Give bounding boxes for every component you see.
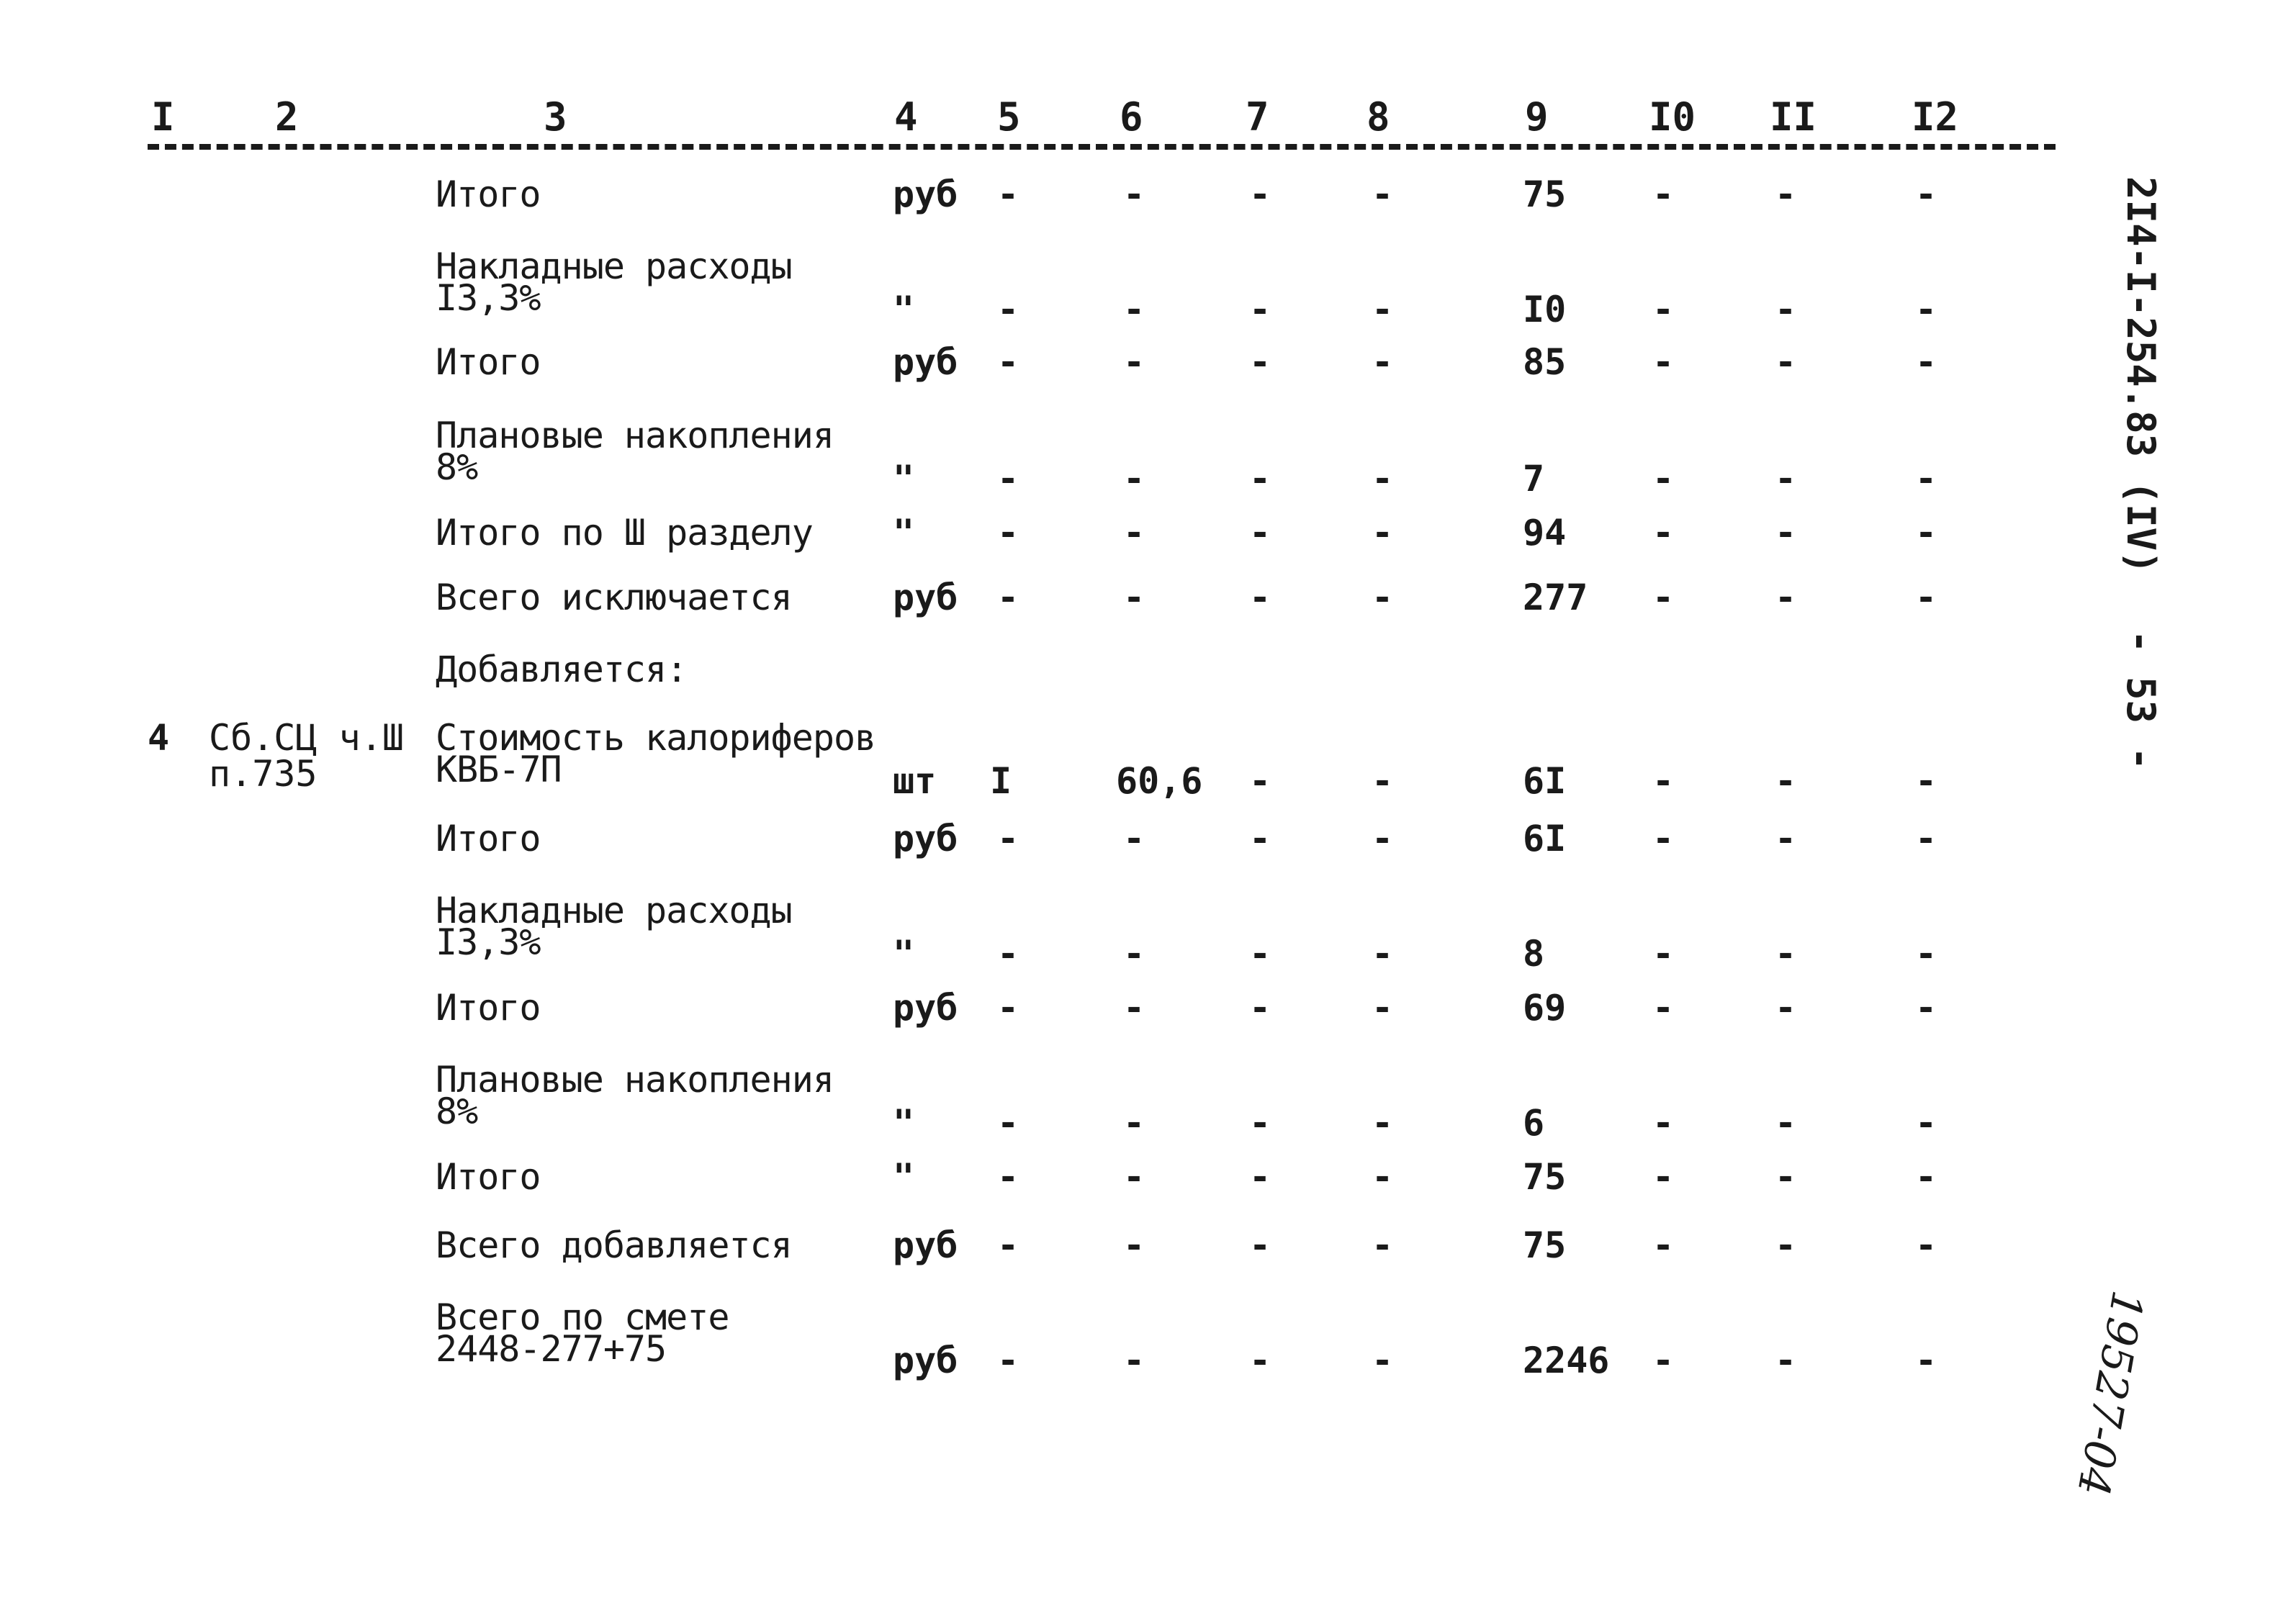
row-col-6: - <box>1123 341 1145 383</box>
row-col-5: - <box>997 1224 1019 1266</box>
row-col-9: 8 <box>1523 933 1545 975</box>
row-col-5: - <box>997 458 1019 500</box>
row-col-5: - <box>997 1340 1019 1381</box>
row-col-11: - <box>1775 987 1797 1029</box>
row-col-11: - <box>1775 289 1797 330</box>
row-col-7: - <box>1249 341 1271 383</box>
row-col-9: 85 <box>1523 341 1567 383</box>
row-col-8: - <box>1372 987 1394 1029</box>
row-col-6: - <box>1123 173 1145 215</box>
row-col-6: - <box>1123 458 1145 500</box>
row-description-line1: Всего по смете <box>436 1296 729 1338</box>
row-description-line1: Всего исключается <box>436 577 792 618</box>
row-col-5: - <box>997 818 1019 859</box>
row-col-7: - <box>1249 1340 1271 1381</box>
handwritten-number: 19527-04 <box>2067 1286 2153 1500</box>
row-col-6: - <box>1123 577 1145 618</box>
row-description-line1: Итого <box>436 173 541 215</box>
row-col-6: - <box>1123 933 1145 975</box>
row-description <box>436 173 541 215</box>
row-description-line1: Добавляется: <box>436 649 688 690</box>
row-col-6: - <box>1123 289 1145 330</box>
row-description-line1: Итого <box>436 1156 541 1198</box>
row-col-5: - <box>997 987 1019 1029</box>
row-col-6: - <box>1123 1340 1145 1381</box>
row-col-5: - <box>997 512 1019 554</box>
row-col-10: - <box>1652 173 1675 215</box>
row-col-8: - <box>1372 512 1394 554</box>
row-col-9: 7 <box>1523 458 1545 500</box>
row-col-5: - <box>997 1102 1019 1144</box>
row-col-9: I0 <box>1523 289 1567 330</box>
row-description-line1: Плановые накопления <box>436 415 834 456</box>
row-col-10: - <box>1652 933 1675 975</box>
row-col-8: - <box>1372 1340 1394 1381</box>
row-col-6: 60,6 <box>1116 760 1203 802</box>
row-col-6: - <box>1123 1156 1145 1198</box>
row-col-12: - <box>1915 1102 1937 1144</box>
row-description-line1: Итого <box>436 987 541 1029</box>
row-unit: " <box>893 512 915 554</box>
row-col-8: - <box>1372 1156 1394 1198</box>
row-col-8: - <box>1372 760 1394 802</box>
row-col-5: - <box>997 1156 1019 1198</box>
row-col-10: - <box>1652 760 1675 802</box>
row-unit: " <box>893 458 915 500</box>
row-col-12: - <box>1915 1156 1937 1198</box>
row-description-line1: Плановые накопления <box>436 1059 834 1101</box>
row-unit: руб <box>893 987 958 1029</box>
row-col-11: - <box>1775 1156 1797 1198</box>
row-col-7: - <box>1249 760 1271 802</box>
row-col-6: - <box>1123 512 1145 554</box>
row-col-7: - <box>1249 289 1271 330</box>
row-col-8: - <box>1372 458 1394 500</box>
row-col-9: 75 <box>1523 1156 1567 1198</box>
column-number: 2 <box>275 94 299 140</box>
row-col-9: 75 <box>1523 173 1567 215</box>
row-col-10: - <box>1652 512 1675 554</box>
row-col-10: - <box>1652 289 1675 330</box>
header-dashed-rule <box>148 144 2056 150</box>
row-col-8: - <box>1372 818 1394 859</box>
row-col-10: - <box>1652 458 1675 500</box>
row-description <box>436 1224 792 1266</box>
row-description-line2: I3,3% <box>436 921 541 963</box>
row-description-line1: Итого <box>436 341 541 383</box>
row-col-11: - <box>1775 818 1797 859</box>
row-unit: руб <box>893 173 958 215</box>
row-description <box>436 1156 541 1198</box>
row-col-10: - <box>1652 1156 1675 1198</box>
row-col-8: - <box>1372 1224 1394 1266</box>
row-unit: руб <box>893 1340 958 1381</box>
column-number: 3 <box>544 94 567 140</box>
row-unit: " <box>893 289 915 330</box>
row-col-10: - <box>1652 818 1675 859</box>
row-description-line2: КВБ-7П <box>436 749 562 790</box>
row-col-7: - <box>1249 173 1271 215</box>
row-col-5: - <box>997 173 1019 215</box>
row-number: 4 <box>148 717 170 759</box>
row-col-6: - <box>1123 987 1145 1029</box>
row-description-line2: 8% <box>436 1091 478 1132</box>
row-unit: руб <box>893 577 958 618</box>
row-col-7: - <box>1249 933 1271 975</box>
row-description <box>436 577 792 618</box>
row-description <box>436 1296 729 1370</box>
row-col-10: - <box>1652 577 1675 618</box>
column-number: I2 <box>1912 94 1959 140</box>
row-col-6: - <box>1123 1224 1145 1266</box>
row-col-9: 277 <box>1523 577 1588 618</box>
row-unit: руб <box>893 818 958 859</box>
row-col-10: - <box>1652 1224 1675 1266</box>
row-col-10: - <box>1652 1340 1675 1381</box>
row-col-6: - <box>1123 818 1145 859</box>
row-col-12: - <box>1915 760 1937 802</box>
row-description-line1: Накладные расходы <box>436 890 792 931</box>
row-col-7: - <box>1249 1156 1271 1198</box>
row-description <box>436 818 541 859</box>
column-number: 8 <box>1367 94 1390 140</box>
row-col-12: - <box>1915 1340 1937 1381</box>
row-col-10: - <box>1652 341 1675 383</box>
row-unit: руб <box>893 1224 958 1266</box>
row-description-line2: 8% <box>436 446 478 488</box>
row-col-8: - <box>1372 1102 1394 1144</box>
row-reference: Сб.СЦ ч.Ш <box>209 717 404 759</box>
row-description-line1: Стоимость калориферов <box>436 717 876 759</box>
row-unit: " <box>893 1102 915 1144</box>
row-description-line1: Всего добавляется <box>436 1224 792 1266</box>
row-col-7: - <box>1249 987 1271 1029</box>
row-col-9: 6I <box>1523 818 1567 859</box>
row-description <box>436 649 688 690</box>
row-col-12: - <box>1915 289 1937 330</box>
row-description <box>436 987 541 1029</box>
row-col-11: - <box>1775 173 1797 215</box>
row-reference-line2: п.735 <box>209 753 318 795</box>
row-col-11: - <box>1775 1340 1797 1381</box>
row-col-12: - <box>1915 458 1937 500</box>
row-unit: " <box>893 933 915 975</box>
row-col-7: - <box>1249 1102 1271 1144</box>
row-unit: руб <box>893 341 958 383</box>
row-col-5: - <box>997 289 1019 330</box>
row-col-11: - <box>1775 458 1797 500</box>
row-col-9: 69 <box>1523 987 1567 1029</box>
column-number: II <box>1770 94 1817 140</box>
row-col-9: 6 <box>1523 1102 1545 1144</box>
row-col-10: - <box>1652 987 1675 1029</box>
row-col-7: - <box>1249 512 1271 554</box>
row-col-11: - <box>1775 1102 1797 1144</box>
row-description <box>436 512 813 554</box>
row-description <box>436 890 792 963</box>
row-col-8: - <box>1372 289 1394 330</box>
row-col-11: - <box>1775 933 1797 975</box>
row-description-line1: Итого по Ш разделу <box>436 512 813 554</box>
row-col-11: - <box>1775 1224 1797 1266</box>
row-description <box>436 415 834 488</box>
row-unit: шт <box>893 760 937 802</box>
row-col-5: I <box>990 760 1012 802</box>
row-col-12: - <box>1915 987 1937 1029</box>
row-col-10: - <box>1652 1102 1675 1144</box>
row-col-12: - <box>1915 512 1937 554</box>
row-col-8: - <box>1372 577 1394 618</box>
row-col-11: - <box>1775 577 1797 618</box>
row-col-5: - <box>997 341 1019 383</box>
row-col-11: - <box>1775 760 1797 802</box>
row-col-6: - <box>1123 1102 1145 1144</box>
row-col-11: - <box>1775 341 1797 383</box>
row-col-5: - <box>997 577 1019 618</box>
row-col-9: 2246 <box>1523 1340 1610 1381</box>
row-description-line2: 2448-277+75 <box>436 1328 667 1370</box>
row-col-12: - <box>1915 818 1937 859</box>
row-col-9: 75 <box>1523 1224 1567 1266</box>
row-description-line1: Итого <box>436 818 541 859</box>
row-col-11: - <box>1775 512 1797 554</box>
row-col-12: - <box>1915 341 1937 383</box>
row-col-7: - <box>1249 1224 1271 1266</box>
row-description <box>436 1059 834 1132</box>
row-description <box>436 245 792 319</box>
column-number: 4 <box>894 94 918 140</box>
row-col-12: - <box>1915 173 1937 215</box>
row-description-line2: I3,3% <box>436 277 541 319</box>
row-col-12: - <box>1915 577 1937 618</box>
row-col-7: - <box>1249 458 1271 500</box>
column-number: 7 <box>1246 94 1269 140</box>
row-col-12: - <box>1915 933 1937 975</box>
document-code: 2I4-I-254.83 (IV) <box>2118 176 2164 574</box>
column-number: 5 <box>997 94 1021 140</box>
row-col-8: - <box>1372 173 1394 215</box>
row-col-7: - <box>1249 577 1271 618</box>
row-description <box>436 717 876 790</box>
column-number: 9 <box>1525 94 1549 140</box>
row-description <box>436 341 541 383</box>
column-number: 6 <box>1120 94 1143 140</box>
row-col-9: 94 <box>1523 512 1567 554</box>
row-col-8: - <box>1372 341 1394 383</box>
page-number: - 53 - <box>2118 630 2164 771</box>
row-col-7: - <box>1249 818 1271 859</box>
row-unit: " <box>893 1156 915 1198</box>
row-col-5: - <box>997 933 1019 975</box>
row-col-8: - <box>1372 933 1394 975</box>
row-col-12: - <box>1915 1224 1937 1266</box>
column-number: I <box>151 94 175 140</box>
row-col-9: 6I <box>1523 760 1567 802</box>
column-number: I0 <box>1649 94 1696 140</box>
row-description-line1: Накладные расходы <box>436 245 792 287</box>
